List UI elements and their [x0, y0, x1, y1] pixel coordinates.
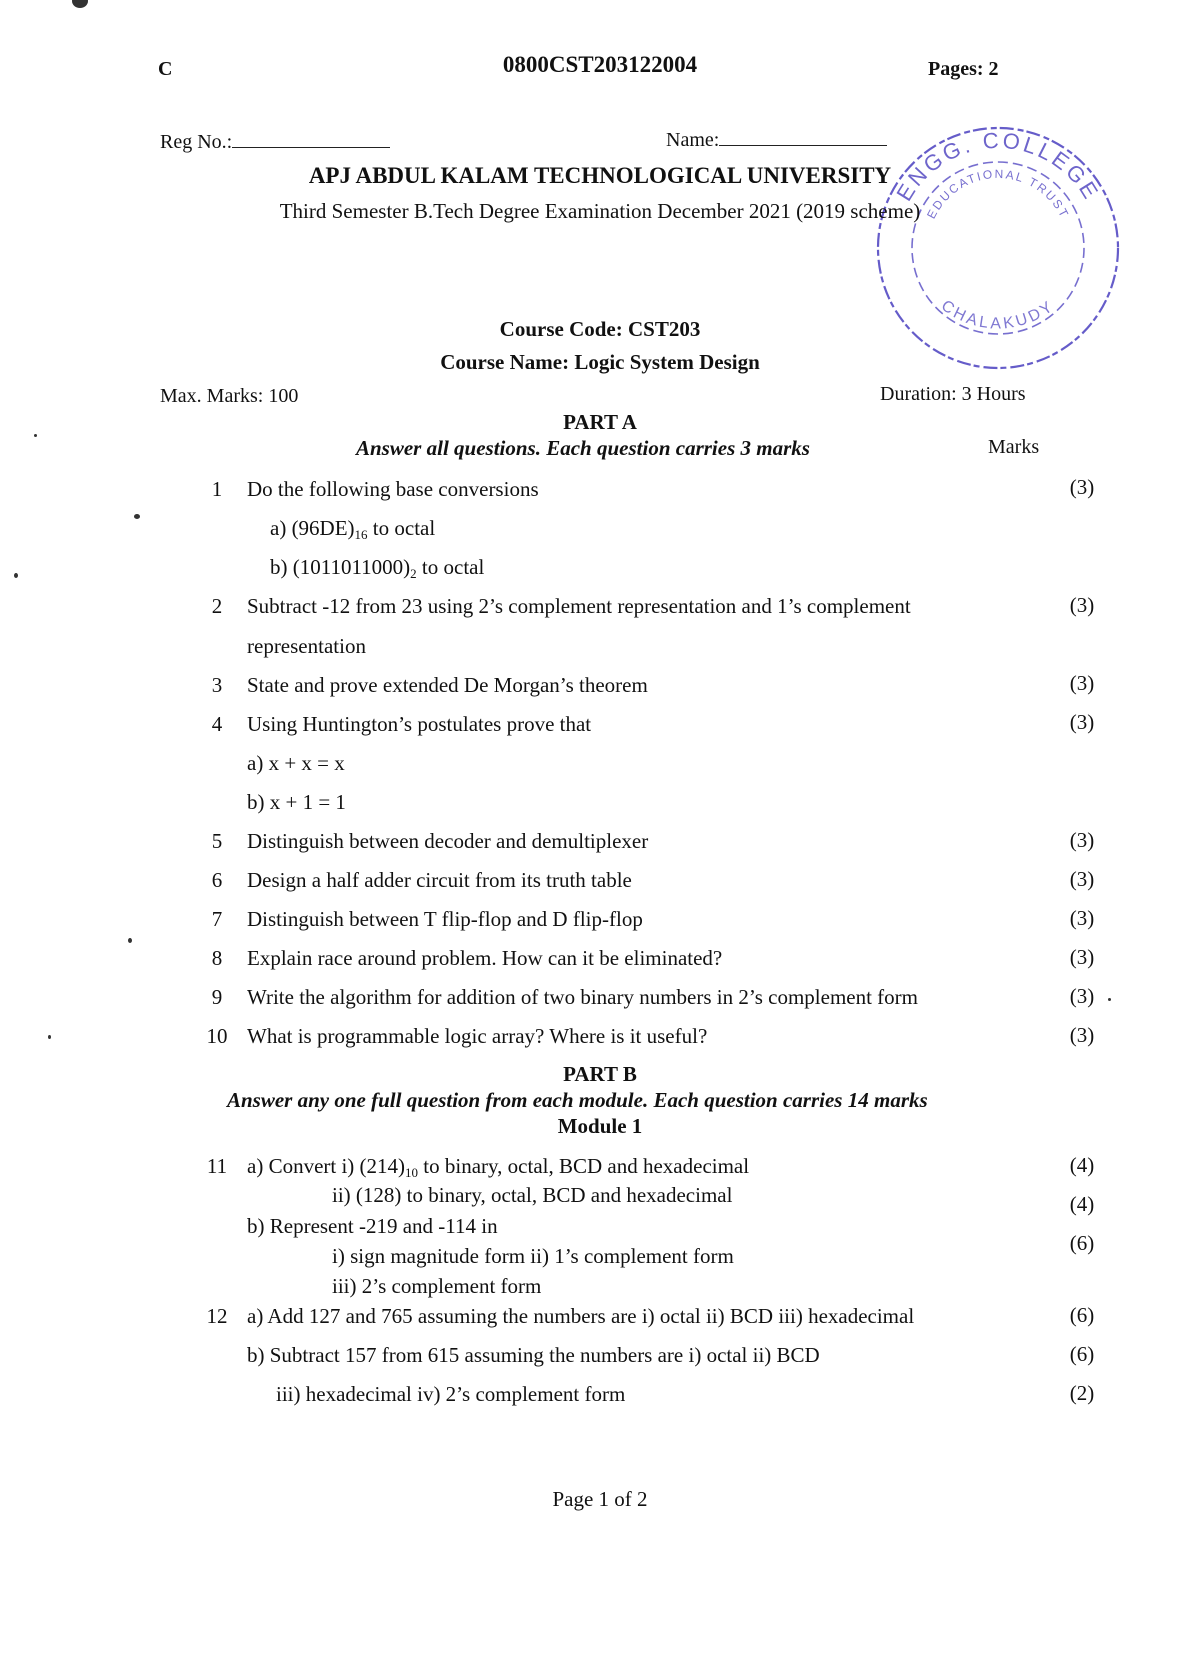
question-text: Explain race around problem. How can it be eliminated?: [247, 946, 723, 970]
seal-inner-text: EDUCATIONAL TRUST: [924, 166, 1072, 222]
scan-speck: [128, 938, 132, 943]
scan-speck: [134, 514, 140, 519]
reg-no-field: [160, 131, 390, 154]
question-text: Distinguish between decoder and demultiplexer: [247, 829, 649, 853]
question-marks: (3): [1069, 475, 1095, 499]
seal-top-text: ENGG. COLLEGE: [891, 127, 1105, 206]
part-b-instruction: Answer any one full question from each module. Each question carries 14 marks: [227, 1088, 928, 1112]
question-text-continued: iii) 2’s complement form: [332, 1274, 542, 1298]
part-a-title: PART A: [563, 410, 637, 434]
question-marks: (3): [1069, 593, 1095, 617]
course-code: Course Code: CST203: [499, 317, 701, 341]
question-marks: (3): [1069, 1023, 1095, 1047]
scan-speck: [34, 434, 37, 437]
scan-speck: [72, 0, 88, 8]
question-marks: (3): [1069, 828, 1095, 852]
sub-question: b) $(1011011000)_2$ to octal: [270, 555, 485, 581]
question-number: 9: [211, 985, 223, 1009]
question-text-continued: iii) hexadecimal iv) 2’s complement form: [276, 1382, 626, 1406]
university-name: APJ ABDUL KALAM TECHNOLOGICAL UNIVERSITY: [308, 163, 892, 188]
sub-question: b) x + 1 = 1: [247, 790, 346, 814]
question-text: Design a half adder circuit from its truth table: [247, 868, 632, 892]
scan-speck: [1108, 998, 1111, 1001]
question-marks: (4): [1069, 1192, 1095, 1216]
question-text: a) Convert i) $(214)_{10}$ to binary, octal, BCD and hexadecimal: [247, 1154, 750, 1180]
reg-no-label: Reg No.:: [160, 131, 233, 153]
name-field: [666, 129, 887, 152]
question-text-continued: representation: [247, 634, 366, 658]
name-label: Name:: [666, 129, 720, 151]
question-text: What is programmable logic array? Where is it useful?: [247, 1024, 708, 1048]
question-text: b) Represent -219 and -114 in: [247, 1214, 498, 1238]
module-title: Module 1: [557, 1114, 643, 1138]
question-text: Distinguish between T flip-flop and D flip-flop: [247, 907, 643, 931]
exam-title: Third Semester B.Tech Degree Examination December 2021 (2019 scheme): [279, 199, 921, 223]
question-text-continued: i) sign magnitude form ii) 1’s complement form: [332, 1244, 734, 1268]
name-blank: [719, 145, 887, 146]
paper-code: 0800CST203122004: [502, 52, 698, 77]
question-marks: (3): [1069, 906, 1095, 930]
question-text: Subtract -12 from 23 using 2’s complement representation and 1’s complement: [247, 594, 911, 618]
question-text: State and prove extended De Morgan’s theorem: [247, 673, 648, 697]
question-marks: (6): [1069, 1303, 1095, 1327]
question-number: 10: [206, 1024, 228, 1048]
question-text: a) Add 127 and 765 assuming the numbers are i) octal ii) BCD iii) hexadecimal: [247, 1304, 915, 1328]
question-text: Using Huntington’s postulates prove that: [247, 712, 592, 736]
question-text: Do the following base conversions: [247, 477, 539, 501]
question-text: b) Subtract 157 from 615 assuming the numbers are i) octal ii) BCD: [247, 1343, 820, 1367]
question-marks: (3): [1069, 671, 1095, 695]
question-marks: (3): [1069, 984, 1095, 1008]
seal-bottom-text: CHALAKUDY: [937, 297, 1059, 333]
scan-speck: [48, 1035, 51, 1039]
question-number: 3: [211, 673, 223, 697]
scan-speck: [14, 573, 18, 578]
sub-question: a) x + x = x: [247, 751, 345, 775]
question-number: 7: [211, 907, 223, 931]
question-marks: (3): [1069, 867, 1095, 891]
question-number: 8: [211, 946, 223, 970]
question-text: Write the algorithm for addition of two binary numbers in 2’s complement form: [247, 985, 919, 1009]
question-marks: (6): [1069, 1342, 1095, 1366]
marks-header: Marks: [988, 436, 1040, 458]
question-marks: (3): [1069, 945, 1095, 969]
duration: Duration: 3 Hours: [880, 383, 1026, 405]
question-number: 1: [211, 477, 223, 501]
course-name: Course Name: Logic System Design: [440, 350, 760, 374]
question-marks: (4): [1069, 1153, 1095, 1177]
max-marks: Max. Marks: 100: [160, 385, 299, 407]
page-count: Pages: 2: [928, 58, 999, 80]
question-number: 2: [211, 594, 223, 618]
question-marks: (3): [1069, 710, 1095, 734]
question-marks: (6): [1069, 1231, 1095, 1255]
question-marks: (2): [1069, 1381, 1095, 1405]
reg-no-blank: [232, 147, 390, 148]
sub-question: a) $(96DE)_{16}$ to octal: [270, 516, 436, 542]
question-number: 12: [206, 1304, 228, 1328]
question-number: 4: [211, 712, 223, 736]
question-text-continued: ii) (128) to binary, octal, BCD and hexadecimal: [332, 1183, 733, 1207]
set-code: C: [158, 58, 173, 80]
question-number: 5: [211, 829, 223, 853]
part-a-instruction: Answer all questions. Each question carries 3 marks: [356, 436, 810, 460]
question-number: 11: [206, 1154, 228, 1178]
question-number: 6: [211, 868, 223, 892]
part-b-title: PART B: [563, 1062, 637, 1086]
page-footer: Page 1 of 2: [552, 1487, 648, 1511]
